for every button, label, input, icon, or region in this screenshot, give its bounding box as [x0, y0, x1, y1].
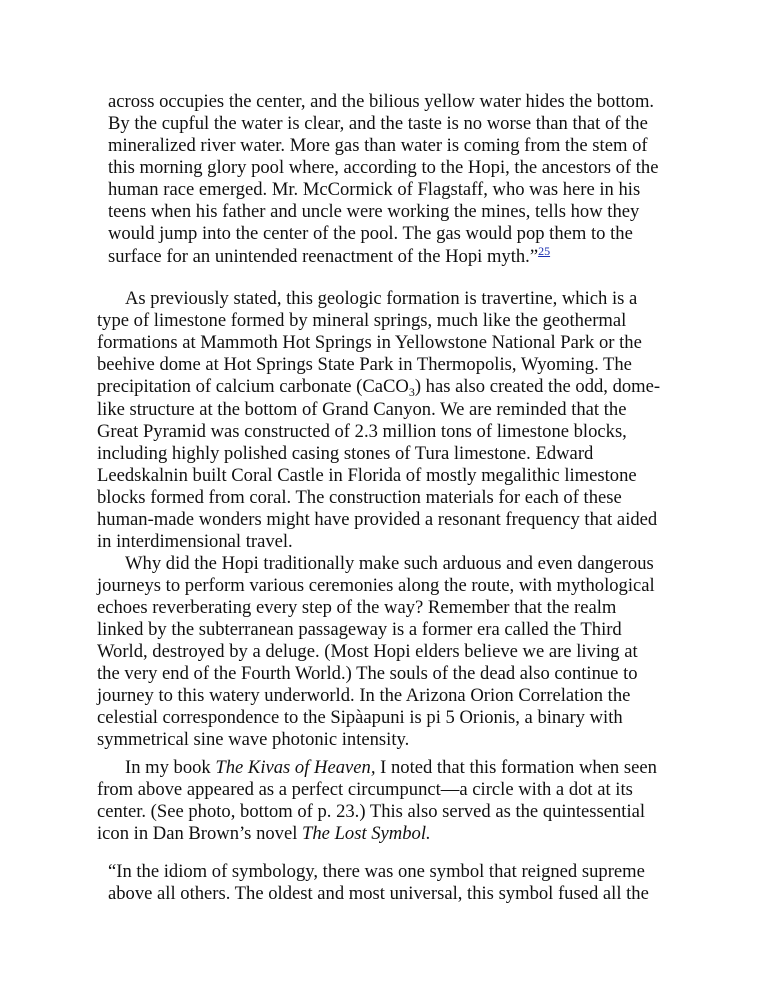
quote-line — [108, 246, 550, 268]
text-segment: precipitation of calcium carbonate (CaCO — [97, 376, 409, 397]
book-title-kivas-of-heaven: The Kivas of Heaven, — [215, 757, 376, 778]
paragraph-line — [97, 823, 431, 845]
paragraph-line: human-made wonders might have provided a resonant frequency that aided — [97, 509, 658, 530]
paragraph-line: journey to this watery underworld. In the Arizona Orion Correlation the — [97, 685, 631, 706]
quote-line: mineralized river water. More gas than water is coming from the stem of — [108, 135, 648, 156]
paragraph-line: including highly polished casing stones of Tura limestone. Edward — [97, 443, 594, 464]
paragraph-line: Great Pyramid was constructed of 2.3 million tons of limestone blocks, — [97, 421, 627, 442]
quote-line: across occupies the center, and the bilious yellow water hides the bottom. — [108, 91, 655, 112]
paragraph-line: center. (See photo, bottom of p. 23.) This also served as the quintessential — [97, 801, 646, 822]
quote-last-line-text: surface for an unintended reenactment of the Hopi myth.” — [108, 246, 539, 267]
paragraph-line: beehive dome at Hot Springs State Park in Thermopolis, Wyoming. The — [97, 354, 632, 375]
paragraph-line: type of limestone formed by mineral springs, much like the geothermal — [97, 310, 627, 331]
text-segment: I noted that this formation when seen — [375, 757, 657, 778]
paragraph-line: from above appeared as a perfect circumpunct—a circle with a dot at its — [97, 779, 633, 800]
paragraph-line: the very end of the Fourth World.) The souls of the dead also continue to — [97, 663, 638, 684]
quote-line: above all others. The oldest and most universal, this symbol fused all the — [108, 883, 649, 904]
quote-line: teens when his father and uncle were working the mines, tells how they — [108, 201, 640, 222]
chemical-subscript: 3 — [408, 385, 415, 399]
paragraph-line: in interdimensional travel. — [97, 531, 293, 552]
paragraph-line: Why did the Hopi traditionally make such arduous and even dangerous — [125, 553, 654, 574]
paragraph-line: blocks formed from coral. The construction materials for each of these — [97, 487, 622, 508]
text-segment: ) has also created the odd, dome- — [414, 376, 661, 397]
paragraph-line: symmetrical sine wave photonic intensity. — [97, 729, 410, 750]
book-title-lost-symbol: The Lost Symbol. — [302, 823, 431, 844]
quote-line: By the cupful the water is clear, and the taste is no worse than that of the — [108, 113, 648, 134]
paragraph-line: formations at Mammoth Hot Springs in Yellowstone National Park or the — [97, 332, 642, 353]
quote-line: this morning glory pool where, according to the Hopi, the ancestors of the — [108, 157, 659, 178]
paragraph-line: like structure at the bottom of Grand Canyon. We are reminded that the — [97, 399, 627, 420]
footnote-link-25[interactable]: 25 — [538, 244, 551, 258]
quote-line: human race emerged. Mr. McCormick of Flagstaff, who was here in his — [108, 179, 641, 200]
text-segment: In my book — [125, 757, 216, 778]
paragraph-line — [97, 376, 660, 398]
paragraph-line: Leedskalnin built Coral Castle in Florida of mostly megalithic limestone — [97, 465, 637, 486]
paragraph-line: echoes reverberating every step of the way? Remember that the realm — [97, 597, 617, 618]
quote-line: “In the idiom of symbology, there was one symbol that reigned supreme — [108, 861, 645, 882]
paragraph-line: celestial correspondence to the Sipàapuni is pi 5 Orionis, a binary with — [97, 707, 623, 728]
quote-line: would jump into the center of the pool. The gas would pop them to the — [108, 223, 633, 244]
text-segment: icon in Dan Brown’s novel — [97, 823, 303, 844]
paragraph-line: journeys to perform various ceremonies along the route, with mythological — [97, 575, 655, 596]
paragraph-line: World, destroyed by a deluge. (Most Hopi elders believe we are living at — [97, 641, 638, 662]
paragraph-line — [125, 757, 657, 779]
paragraph-line: As previously stated, this geologic formation is travertine, which is a — [125, 288, 638, 309]
paragraph-line: linked by the subterranean passageway is a former era called the Third — [97, 619, 622, 640]
